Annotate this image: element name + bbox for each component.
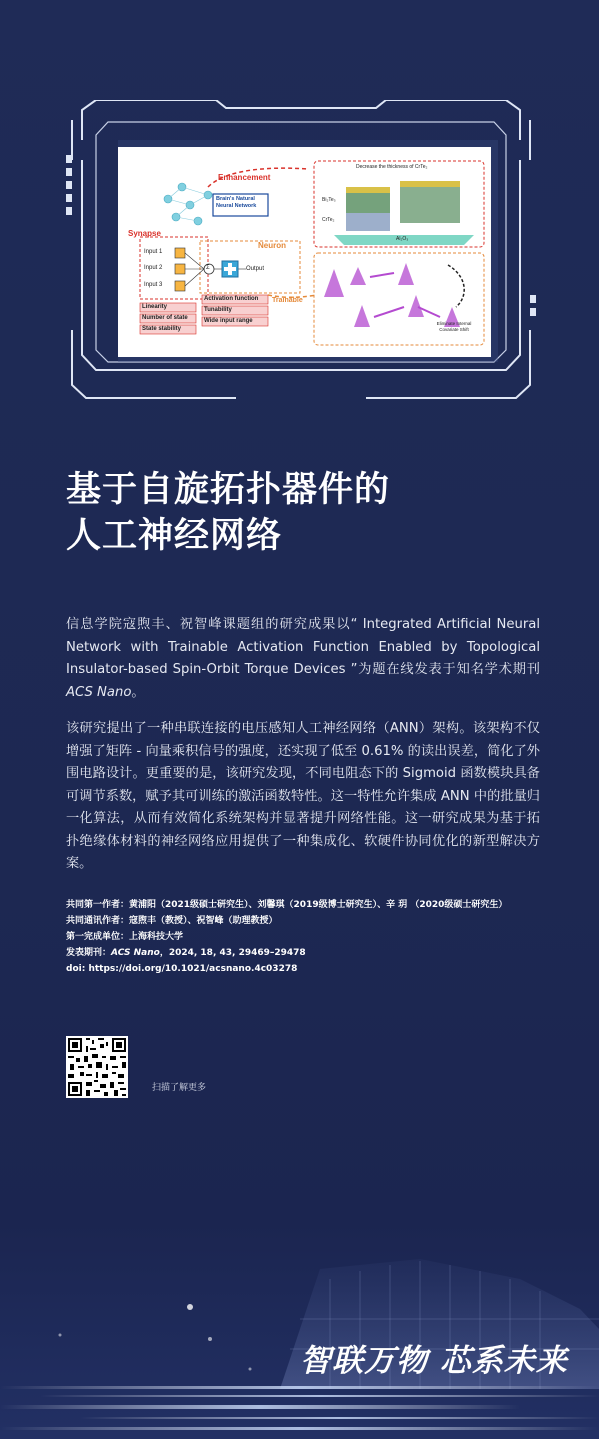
journal-label: 发表期刊：: [66, 948, 112, 958]
wide-input-range-label: Wide input range: [204, 318, 253, 324]
qr-caption: 扫描了解更多: [152, 1083, 207, 1093]
intro-tail: 。: [131, 684, 145, 700]
enhancement-label: Enhancement: [218, 173, 271, 182]
title-line-2: 人工神经网络: [66, 516, 283, 556]
trainable-label: Trainable: [272, 297, 303, 304]
intro-paragraph: [66, 614, 540, 704]
tunability-label: Tunability: [204, 307, 232, 313]
summary-paragraph: 该研究提出了一种串联连接的电压感知人工神经网络（ANN）架构。该架构不仅增强了矩阵 - 向量乘积信号的强度，还实现了低至 0.61% 的读出误差，简化了外围电路设计。更重要的是，该研究发现，不同电阻态下的 Sigmoid 函数模块具备可调节系数，赋予其可训练的激活函数特性。这一特性允许集成 ANN 中的批量归一化算法，从而有效简化系统架构并显著提升网络性能。这一研究成果为基于拓扑绝缘体材料的神经网络应用提供了一种集成化、软硬件协同优化的新型解决方案。: [66, 721, 540, 871]
qr-code[interactable]: [66, 1036, 128, 1098]
eliminate-label: Eliminate Internal Covariate Shift: [436, 321, 472, 332]
neuron-label: Neuron: [258, 241, 286, 250]
material-al2o3: Al₂O₃: [396, 236, 409, 242]
material-bi2te3: Bi₂Te₃: [322, 197, 336, 203]
slogan: 智联万物 芯系未来: [300, 1343, 568, 1379]
first-authors: 共同第一作者：黄浦阳（2021级硕士研究生）、刘馨琪（2019级博士研究生）、辛 玥 （2020级硕士研究生）: [66, 900, 508, 910]
journal-name: ACS Nano: [111, 948, 160, 958]
credits-block: [66, 897, 544, 977]
linearity-label: Linearity: [142, 304, 168, 310]
journal-detail: ，2024, 18, 43, 29469–29478: [159, 948, 306, 958]
number-of-state-label: Number of state: [142, 315, 188, 321]
title-line-1: 基于自旋拓扑器件的: [66, 470, 391, 510]
input-2-label: Input 2: [144, 265, 163, 271]
brain-box-label: Brain's Natural Neural Network: [216, 196, 257, 209]
research-figure: [118, 147, 491, 357]
synapse-label: Synapse: [128, 229, 161, 238]
intro-journal: ACS Nano: [66, 684, 132, 700]
journal-line: [66, 945, 544, 961]
qr-code-icon: [66, 1036, 128, 1098]
output-label: Output: [246, 266, 265, 272]
first-unit: 第一完成单位：上海科技大学: [66, 932, 184, 942]
doi-link[interactable]: doi: https://doi.org/10.1021/acsnano.4c03278: [66, 964, 298, 974]
input-3-label: Input 3: [144, 282, 163, 288]
sigma-symbol: Σ: [206, 265, 210, 271]
intro-lead: 信息学院寇煦丰、祝智峰课题组的研究成果以“ Integrated Artificial Neural Network with Trainable Activation Function Enabled by Topological Insulator-based Spin-Orbit Torque Devices ”为题在线发表于知名学术期刊: [66, 617, 540, 677]
thickness-label: Decrease the thickness of CrTe₂: [356, 164, 428, 170]
corresponding-authors: 共同通讯作者：寇煦丰（教授）、祝智峰（助理教授）: [66, 916, 278, 926]
state-stability-label: State stability: [142, 326, 182, 332]
page-title: [66, 467, 390, 559]
input-1-label: Input 1: [144, 249, 163, 255]
material-crte2: CrTe₂: [322, 217, 335, 223]
activation-function-label: Activation function: [204, 296, 259, 302]
